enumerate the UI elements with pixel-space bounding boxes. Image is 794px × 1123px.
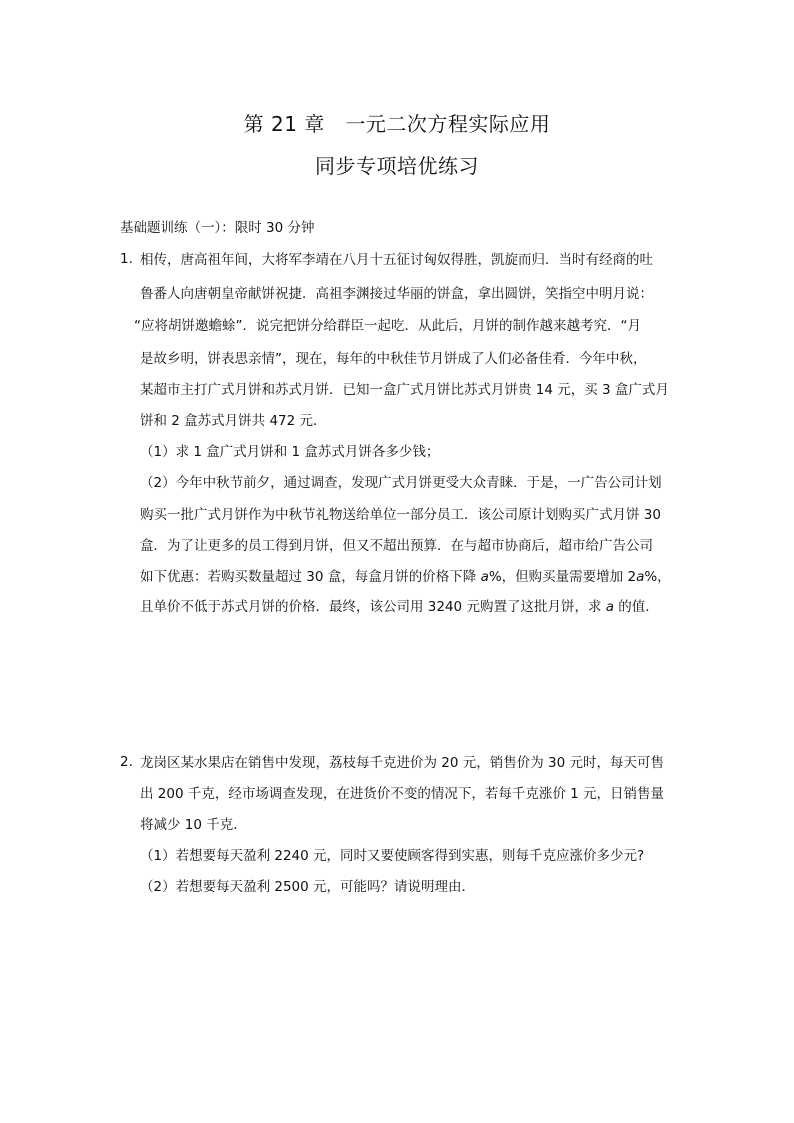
question-1-line-6: 饼和 2 盒苏式月饼共 472 元． bbox=[140, 413, 327, 429]
page-title: 第 21 章 一元二次方程实际应用 bbox=[243, 112, 551, 136]
question-2-line-3: 将减少 10 千克． bbox=[140, 817, 247, 833]
question-1-part-2-line-3: 盒．为了让更多的员工得到月饼，但又不超出预算．在与超市协商后，超市给广告公司 bbox=[140, 538, 653, 554]
question-2-number: 2. bbox=[120, 754, 133, 770]
line-text: 如下优惠：若购买数量超过 30 盒，每盒月饼的价格下降 bbox=[140, 569, 481, 585]
question-2-part-2: （2）若想要每天盈利 2500 元，可能吗？请说明理由． bbox=[140, 879, 476, 895]
section-heading: 基础题训练（一）：限时 30 分钟 bbox=[120, 220, 315, 236]
question-1-line-4: 是故乡明，饼表思亲情”，现在，每年的中秋佳节月饼成了人们必备佳肴．今年中秋， bbox=[140, 351, 647, 367]
line-text: 且单价不低于苏式月饼的价格．最终，该公司用 3240 元购置了这批月饼，求 bbox=[140, 599, 606, 615]
variable-a: a bbox=[480, 569, 489, 585]
line-text: %，但购买量需要增加 2 bbox=[488, 569, 637, 585]
question-1-part-1: （1）求 1 盒广式月饼和 1 盒苏式月饼各多少钱； bbox=[140, 444, 440, 460]
question-1-part-2-line-5 bbox=[140, 598, 659, 616]
line-text: %， bbox=[644, 569, 671, 585]
question-1-line-5: 某超市主打广式月饼和苏式月饼．已知一盒广式月饼比苏式月饼贵 14 元，买 3 盒广式月 bbox=[140, 382, 669, 398]
line-text: 的值． bbox=[614, 599, 659, 615]
question-1-line-2: 鲁番人向唐朝皇帝献饼祝捷．高祖李渊接过华丽的饼盒，拿出圆饼，笑指空中明月说： bbox=[140, 286, 653, 302]
question-2-line-1: 龙岗区某水果店在销售中发现，荔枝每千克进价为 20 元，销售价为 30 元时，每天可售 bbox=[140, 755, 665, 771]
question-1-part-2-line-4 bbox=[140, 568, 671, 586]
question-2-line-2: 出 200 千克，经市场调查发现，在进货价不变的情况下，若每千克涨价 1 元，日销售量 bbox=[140, 786, 665, 802]
question-1-part-2-line-1: （2）今年中秋节前夕，通过调查，发现广式月饼更受大众青睐．于是，一广告公司计划 bbox=[140, 475, 662, 491]
variable-a: a bbox=[636, 569, 645, 585]
page-subtitle: 同步专项培优练习 bbox=[315, 154, 479, 178]
variable-a: a bbox=[605, 599, 615, 615]
question-2-part-1: （1）若想要每天盈利 2240 元，同时又要使顾客得到实惠，则每千克应涨价多少元? bbox=[140, 848, 645, 864]
question-1-part-2-line-2: 购买一批广式月饼作为中秋节礼物送给单位一部分员工．该公司原计划购买广式月饼 30 bbox=[140, 507, 661, 523]
question-1-number: 1. bbox=[120, 251, 133, 267]
question-1-line-1: 相传，唐高祖年间，大将军李靖在八月十五征讨匈奴得胜，凯旋而归．当时有经商的吐 bbox=[140, 252, 653, 268]
question-1-line-3: “应将胡饼邀蟾蜍”．说完把饼分给群臣一起吃．从此后，月饼的制作越来越考究．“月 bbox=[134, 318, 641, 334]
